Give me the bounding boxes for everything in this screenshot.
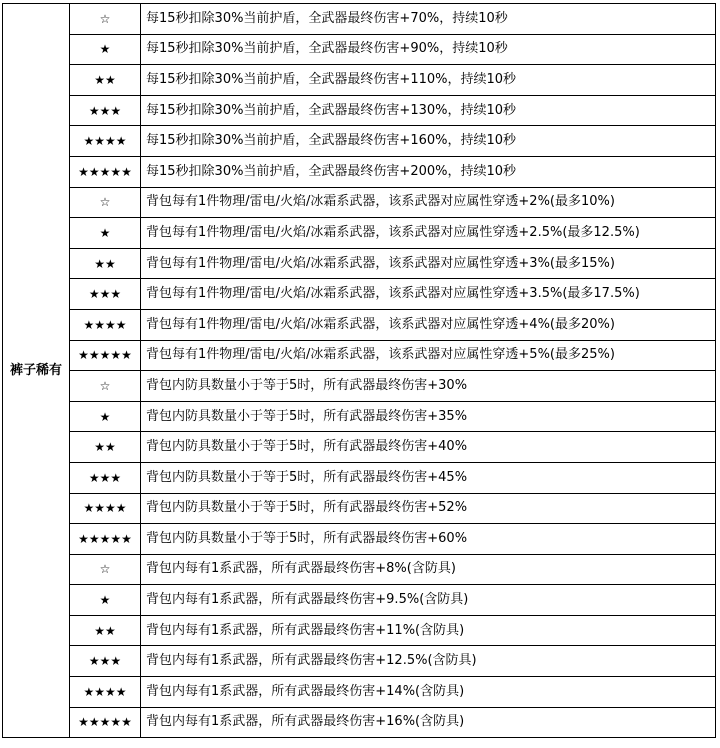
effect-description-cell: 背包内每有1系武器，所有武器最终伤害+14%(含防具) [141, 677, 716, 708]
effect-description-cell: 背包内每有1系武器，所有武器最终伤害+16%(含防具) [141, 707, 716, 738]
star-rating-cell: ★★ [70, 248, 141, 279]
star-rating-cell: ☆ [70, 371, 141, 402]
effect-description-cell: 背包内每有1系武器，所有武器最终伤害+8%(含防具) [141, 554, 716, 585]
star-rating-cell: ★★★ [70, 95, 141, 126]
star-rating-cell: ★★★★★ [70, 340, 141, 371]
table-row [3, 279, 716, 310]
star-rating-cell: ★★★ [70, 279, 141, 310]
table-row [3, 677, 716, 708]
star-rating-cell: ★★ [70, 615, 141, 646]
effect-description-cell: 背包每有1件物理/雷电/火焰/冰霜系武器，该系武器对应属性穿透+5%(最多25%) [141, 340, 716, 371]
star-rating-cell: ★★★★★ [70, 156, 141, 187]
effect-description-cell: 背包每有1件物理/雷电/火焰/冰霜系武器，该系武器对应属性穿透+2.5%(最多12.5%) [141, 218, 716, 249]
effect-description-cell: 背包内每有1系武器，所有武器最终伤害+9.5%(含防具) [141, 585, 716, 616]
table-row [3, 554, 716, 585]
effect-description-cell: 每15秒扣除30%当前护盾，全武器最终伤害+70%，持续10秒 [141, 4, 716, 35]
star-rating-cell: ★★★★★ [70, 707, 141, 738]
table-row [3, 401, 716, 432]
star-rating-cell: ★★★★ [70, 677, 141, 708]
table-row [3, 95, 716, 126]
star-rating-cell: ★★★★★ [70, 524, 141, 555]
star-rating-cell: ★ [70, 34, 141, 65]
table-row [3, 432, 716, 463]
table-row [3, 187, 716, 218]
star-rating-cell: ★ [70, 401, 141, 432]
affix-table [2, 3, 716, 738]
star-rating-cell: ★ [70, 218, 141, 249]
table-row [3, 524, 716, 555]
table-row [3, 248, 716, 279]
effect-description-cell: 背包每有1件物理/雷电/火焰/冰霜系武器，该系武器对应属性穿透+4%(最多20%) [141, 309, 716, 340]
star-rating-cell: ★★ [70, 432, 141, 463]
table-row [3, 126, 716, 157]
effect-description-cell: 背包内防具数量小于等于5时，所有武器最终伤害+52% [141, 493, 716, 524]
star-rating-cell: ★★★ [70, 646, 141, 677]
star-rating-cell: ★★★★ [70, 493, 141, 524]
effect-description-cell: 背包内每有1系武器，所有武器最终伤害+12.5%(含防具) [141, 646, 716, 677]
effect-description-cell: 背包内防具数量小于等于5时，所有武器最终伤害+60% [141, 524, 716, 555]
star-rating-cell: ☆ [70, 4, 141, 35]
star-rating-cell: ★★★★ [70, 309, 141, 340]
table-row [3, 646, 716, 677]
table-row [3, 371, 716, 402]
star-rating-cell: ★★★ [70, 462, 141, 493]
effect-description-cell: 每15秒扣除30%当前护盾，全武器最终伤害+110%，持续10秒 [141, 65, 716, 96]
table-row [3, 493, 716, 524]
effect-description-cell: 每15秒扣除30%当前护盾，全武器最终伤害+130%，持续10秒 [141, 95, 716, 126]
affix-table-body [3, 4, 716, 738]
table-row [3, 34, 716, 65]
table-row [3, 156, 716, 187]
effect-description-cell: 背包内防具数量小于等于5时，所有武器最终伤害+40% [141, 432, 716, 463]
effect-description-cell: 背包内防具数量小于等于5时，所有武器最终伤害+30% [141, 371, 716, 402]
table-row [3, 4, 716, 35]
star-rating-cell: ★★ [70, 65, 141, 96]
effect-description-cell: 背包每有1件物理/雷电/火焰/冰霜系武器，该系武器对应属性穿透+2%(最多10%) [141, 187, 716, 218]
effect-description-cell: 每15秒扣除30%当前护盾，全武器最终伤害+90%，持续10秒 [141, 34, 716, 65]
effect-description-cell: 背包内防具数量小于等于5时，所有武器最终伤害+35% [141, 401, 716, 432]
table-row [3, 585, 716, 616]
star-rating-cell: ☆ [70, 187, 141, 218]
table-row [3, 462, 716, 493]
table-row [3, 707, 716, 738]
table-row [3, 309, 716, 340]
effect-description-cell: 每15秒扣除30%当前护盾，全武器最终伤害+200%，持续10秒 [141, 156, 716, 187]
table-row [3, 218, 716, 249]
star-rating-cell: ★★★★ [70, 126, 141, 157]
table-row [3, 65, 716, 96]
effect-description-cell: 背包每有1件物理/雷电/火焰/冰霜系武器，该系武器对应属性穿透+3.5%(最多17.5%) [141, 279, 716, 310]
star-rating-cell: ★ [70, 585, 141, 616]
table-row [3, 340, 716, 371]
effect-description-cell: 背包内防具数量小于等于5时，所有武器最终伤害+45% [141, 462, 716, 493]
effect-description-cell: 背包每有1件物理/雷电/火焰/冰霜系武器，该系武器对应属性穿透+3%(最多15%) [141, 248, 716, 279]
table-row [3, 615, 716, 646]
star-rating-cell: ☆ [70, 554, 141, 585]
effect-description-cell: 每15秒扣除30%当前护盾，全武器最终伤害+160%，持续10秒 [141, 126, 716, 157]
effect-description-cell: 背包内每有1系武器，所有武器最终伤害+11%(含防具) [141, 615, 716, 646]
category-cell: 裤子稀有 [3, 4, 70, 738]
